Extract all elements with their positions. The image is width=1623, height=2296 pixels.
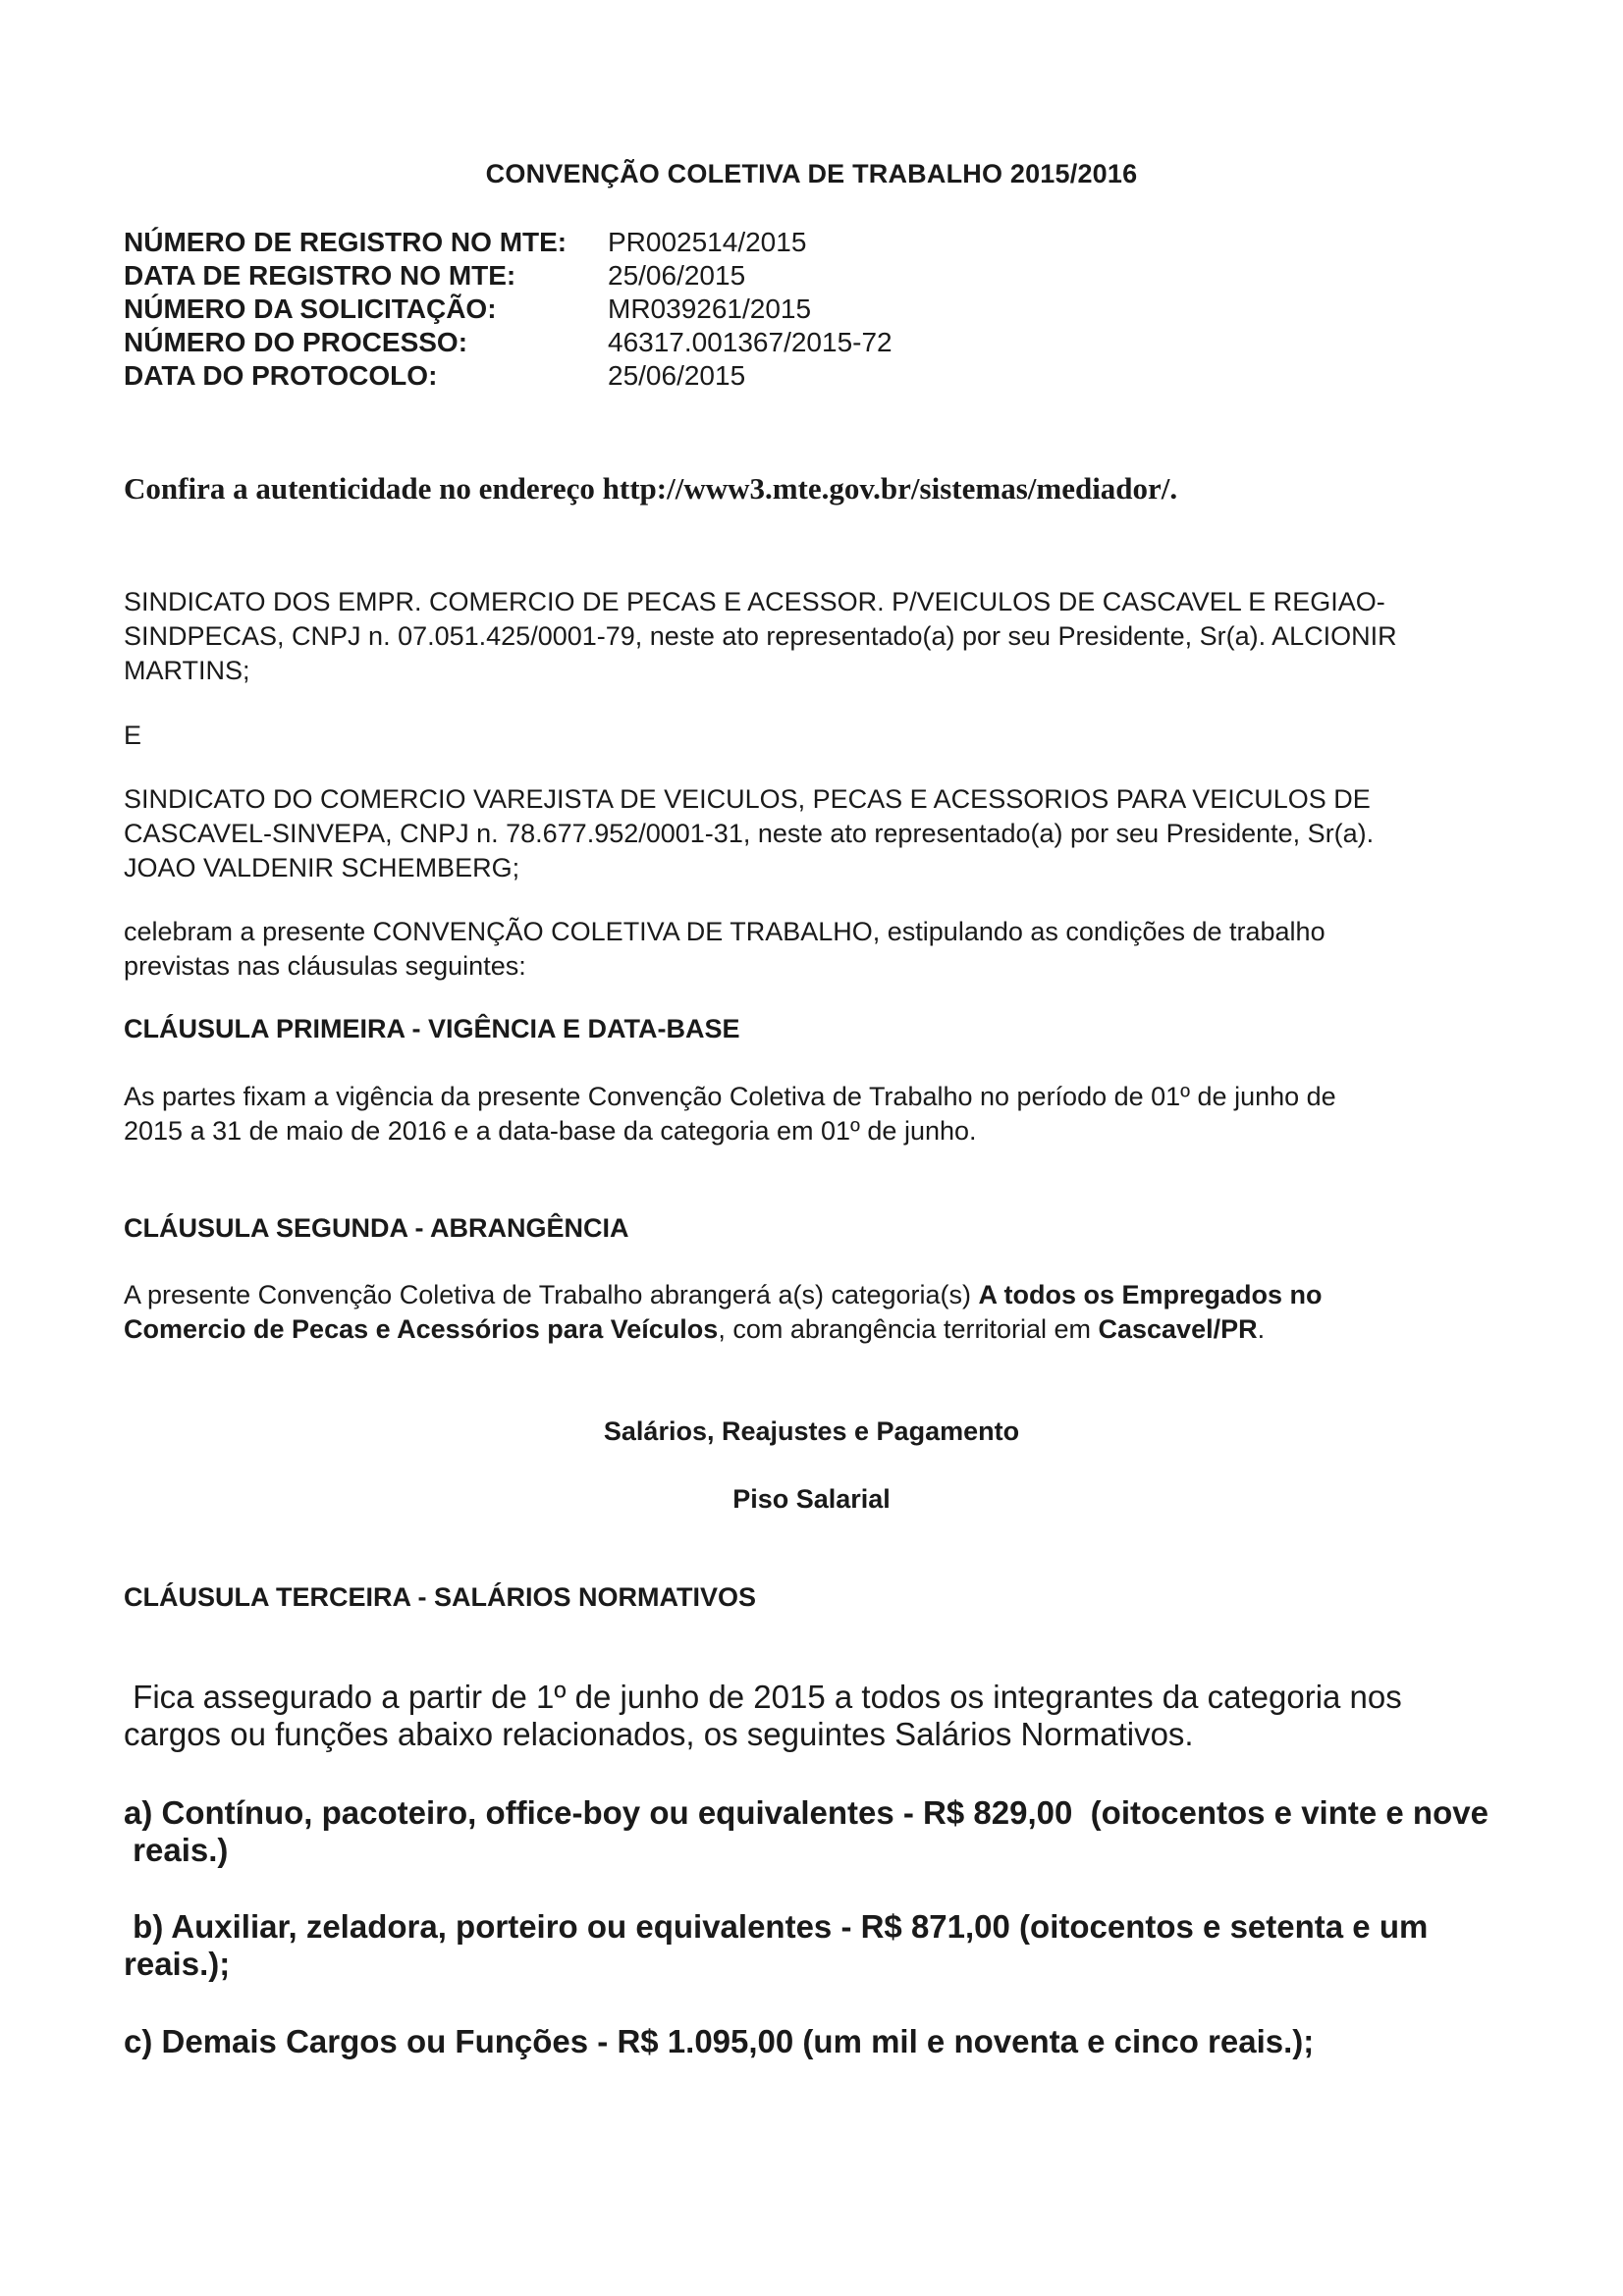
document-title: CONVENÇÃO COLETIVA DE TRABALHO 2015/2016: [485, 159, 1138, 188]
clause-2-text: [124, 1278, 1518, 1347]
clause-2-end: .: [1257, 1314, 1266, 1344]
clause-2-category-cont: Comercio de Pecas e Acessórios para Veículos: [124, 1314, 719, 1344]
clause-2-line: [124, 1312, 1518, 1347]
celebram-line: celebram a presente CONVENÇÃO COLETIVA DE TRABALHO, estipulando as condições de trabalho: [124, 917, 1325, 946]
celebram-paragraph: [124, 915, 1518, 984]
salary-item-c: c) Demais Cargos ou Funções - R$ 1.095,00 (um mil e noventa e cinco reais.);: [124, 2023, 1315, 2059]
salary-item-b: [124, 1908, 1428, 1983]
registration-value: PR002514/2015: [608, 227, 807, 257]
conjunction: E: [124, 721, 142, 750]
clause-1-line: As partes fixam a vigência da presente Convenção Coletiva de Trabalho no período de 01º de junho de: [124, 1082, 1336, 1111]
party-2-line: CASCAVEL-SINVEPA, CNPJ n. 78.677.952/0001-31, neste ato representado(a) por seu Presidente, Sr(a).: [124, 819, 1375, 848]
salary-item-b-line: reais.);: [124, 1946, 231, 1982]
registration-value: 46317.001367/2015-72: [608, 327, 893, 357]
clause-3-heading: CLÁUSULA TERCEIRA - SALÁRIOS NORMATIVOS: [124, 1582, 756, 1612]
registration-value: 25/06/2015: [608, 260, 746, 291]
authenticity-notice: Confira a autenticidade no endereço http://www3.mte.gov.br/sistemas/mediador/.: [124, 471, 1178, 506]
registration-label: NÚMERO DA SOLICITAÇÃO:: [124, 294, 497, 324]
salary-item-a: [124, 1794, 1488, 1869]
clause-2-place: Cascavel/PR: [1098, 1314, 1258, 1344]
registration-label: DATA DO PROTOCOLO:: [124, 360, 438, 391]
party-1-line: SINDPECAS, CNPJ n. 07.051.425/0001-79, neste ato representado(a) por seu Presidente, Sr(a). ALCIONIR: [124, 621, 1397, 651]
clause-2-category: A todos os Empregados no: [978, 1280, 1323, 1309]
registration-row: [124, 226, 893, 259]
registration-label: DATA DE REGISTRO NO MTE:: [124, 260, 516, 291]
party-2-paragraph: [124, 782, 1518, 885]
section-heading: Salários, Reajustes e Pagamento: [603, 1416, 1020, 1446]
clause-1-heading: CLÁUSULA PRIMEIRA - VIGÊNCIA E DATA-BASE: [124, 1014, 740, 1043]
clause-2-line: [124, 1278, 1518, 1312]
registration-label: NÚMERO DE REGISTRO NO MTE:: [124, 227, 568, 257]
celebram-line: previstas nas cláusulas seguintes:: [124, 951, 526, 981]
party-2-line: SINDICATO DO COMERCIO VAREJISTA DE VEICULOS, PECAS E ACESSORIOS PARA VEICULOS DE: [124, 784, 1371, 814]
clause-2-prefix: A presente Convenção Coletiva de Trabalho abrangerá a(s) categoria(s): [124, 1280, 979, 1309]
registration-row: [124, 293, 893, 326]
registration-row: [124, 326, 893, 359]
clause-3-intro-line: Fica assegurado a partir de 1º de junho de 2015 a todos os integrantes da categoria nos: [124, 1679, 1402, 1715]
party-1-line: MARTINS;: [124, 656, 250, 685]
registration-row: [124, 359, 893, 393]
clause-1-text: [124, 1080, 1518, 1148]
clause-3-intro: [124, 1679, 1402, 1753]
subsection-heading: Piso Salarial: [732, 1484, 891, 1514]
clause-2-heading: CLÁUSULA SEGUNDA - ABRANGÊNCIA: [124, 1213, 629, 1243]
salary-item-b-line: b) Auxiliar, zeladora, porteiro ou equivalentes - R$ 871,00 (oitocentos e setenta e um: [124, 1908, 1429, 1945]
party-2-line: JOAO VALDENIR SCHEMBERG;: [124, 853, 520, 882]
salary-item-a-line: a) Contínuo, pacoteiro, office-boy ou equivalentes - R$ 829,00 (oitocentos e vinte e nove: [124, 1794, 1488, 1831]
registration-value: 25/06/2015: [608, 360, 746, 391]
registration-row: [124, 259, 893, 293]
party-1-line: SINDICATO DOS EMPR. COMERCIO DE PECAS E ACESSOR. P/VEICULOS DE CASCAVEL E REGIAO-: [124, 587, 1385, 616]
clause-2-mid: , com abrangência territorial em: [718, 1314, 1099, 1344]
salary-item-a-line: reais.): [124, 1832, 229, 1868]
party-1-paragraph: [124, 585, 1518, 688]
registration-label: NÚMERO DO PROCESSO:: [124, 327, 468, 357]
clause-3-intro-line: cargos ou funções abaixo relacionados, os seguintes Salários Normativos.: [124, 1716, 1194, 1752]
registration-block: [124, 226, 893, 393]
clause-1-line: 2015 a 31 de maio de 2016 e a data-base da categoria em 01º de junho.: [124, 1116, 977, 1146]
registration-value: MR039261/2015: [608, 294, 812, 324]
